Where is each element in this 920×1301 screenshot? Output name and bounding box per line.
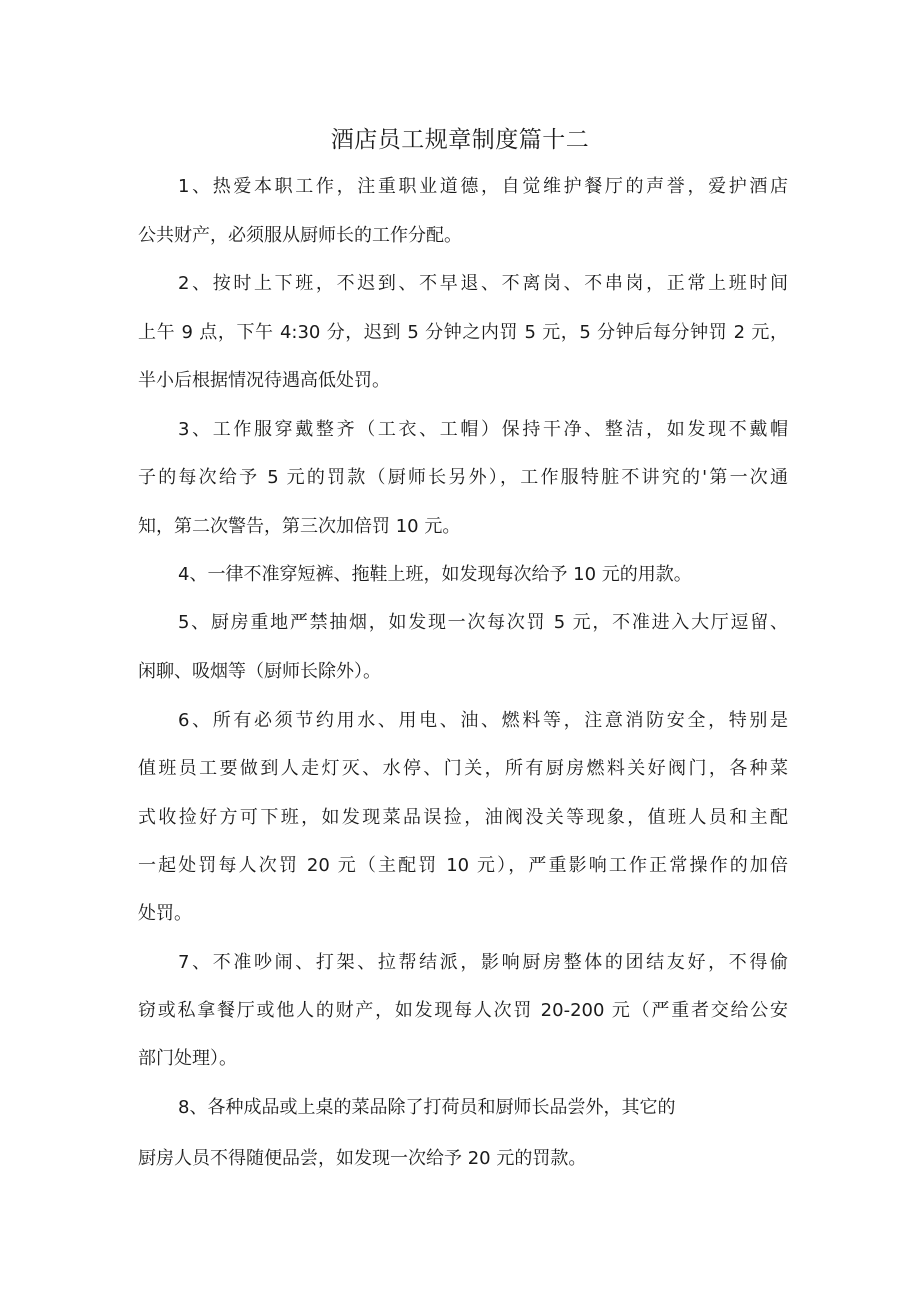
paragraph-8-line-2: 厨房人员不得随便品尝，如发现一次给予 20 元的罚款。 xyxy=(138,1148,587,1169)
paragraph-7-line-3: 部门处理）。 xyxy=(138,1048,237,1069)
paragraph-6-line-5: 处罚。 xyxy=(138,903,192,924)
paragraph-6-line-1: 6、所有必须节约用水、用电、油、燃料等，注意消防安全，特别是 xyxy=(178,710,788,731)
paragraph-3-line-1: 3、工作服穿戴整齐（工衣、工帽）保持干净、整洁，如发现不戴帽 xyxy=(178,419,788,440)
paragraph-5-line-2: 闲聊、吸烟等（厨师长除外）。 xyxy=(138,661,381,682)
paragraph-7-line-1: 7、不准吵闹、打架、拉帮结派，影响厨房整体的团结友好，不得偷 xyxy=(178,952,788,973)
paragraph-7-line-2: 窃或私拿餐厅或他人的财产，如发现每人次罚 20-200 元（严重者交给公安 xyxy=(138,1000,788,1021)
paragraph-2-line-3: 半小后根据情况待遇高低处罚。 xyxy=(138,370,390,391)
paragraph-8-line-1: 8、各种成品或上桌的菜品除了打荷员和厨师长品尝外，其它的 xyxy=(178,1097,676,1118)
paragraph-2-line-1: 2、按时上下班，不迟到、不早退、不离岗、不串岗，正常上班时间 xyxy=(178,273,788,294)
paragraph-4-line-1: 4、一律不准穿短裤、拖鞋上班，如发现每次给予 10 元的用款。 xyxy=(178,564,692,585)
paragraph-1-line-1: 1、热爱本职工作，注重职业道德，自觉维护餐厅的声誉，爱护酒店 xyxy=(178,176,788,197)
paragraph-6-line-3: 式收捡好方可下班，如发现菜品误捡，油阀没关等现象，值班人员和主配 xyxy=(138,807,788,828)
document-title: 酒店员工规章制度篇十二 xyxy=(330,127,590,153)
paragraph-3-line-3: 知，第二次警告，第三次加倍罚 10 元。 xyxy=(138,516,461,537)
paragraph-3-line-2: 子的每次给予 5 元的罚款（厨师长另外），工作服特脏不讲究的'第一次通 xyxy=(138,467,788,488)
paragraph-5-line-1: 5、厨房重地严禁抽烟，如发现一次每次罚 5 元，不准进入大厅逗留、 xyxy=(178,612,788,633)
paragraph-6-line-2: 值班员工要做到人走灯灭、水停、门关，所有厨房燃料关好阀门，各种菜 xyxy=(138,758,788,779)
paragraph-2-line-2: 上午 9 点，下午 4:30 分，迟到 5 分钟之内罚 5 元，5 分钟后每分钟罚 2 元， xyxy=(138,322,788,343)
paragraph-1-line-2: 公共财产，必须服从厨师长的工作分配。 xyxy=(138,225,462,246)
paragraph-6-line-4: 一起处罚每人次罚 20 元（主配罚 10 元），严重影响工作正常操作的加倍 xyxy=(138,855,788,876)
